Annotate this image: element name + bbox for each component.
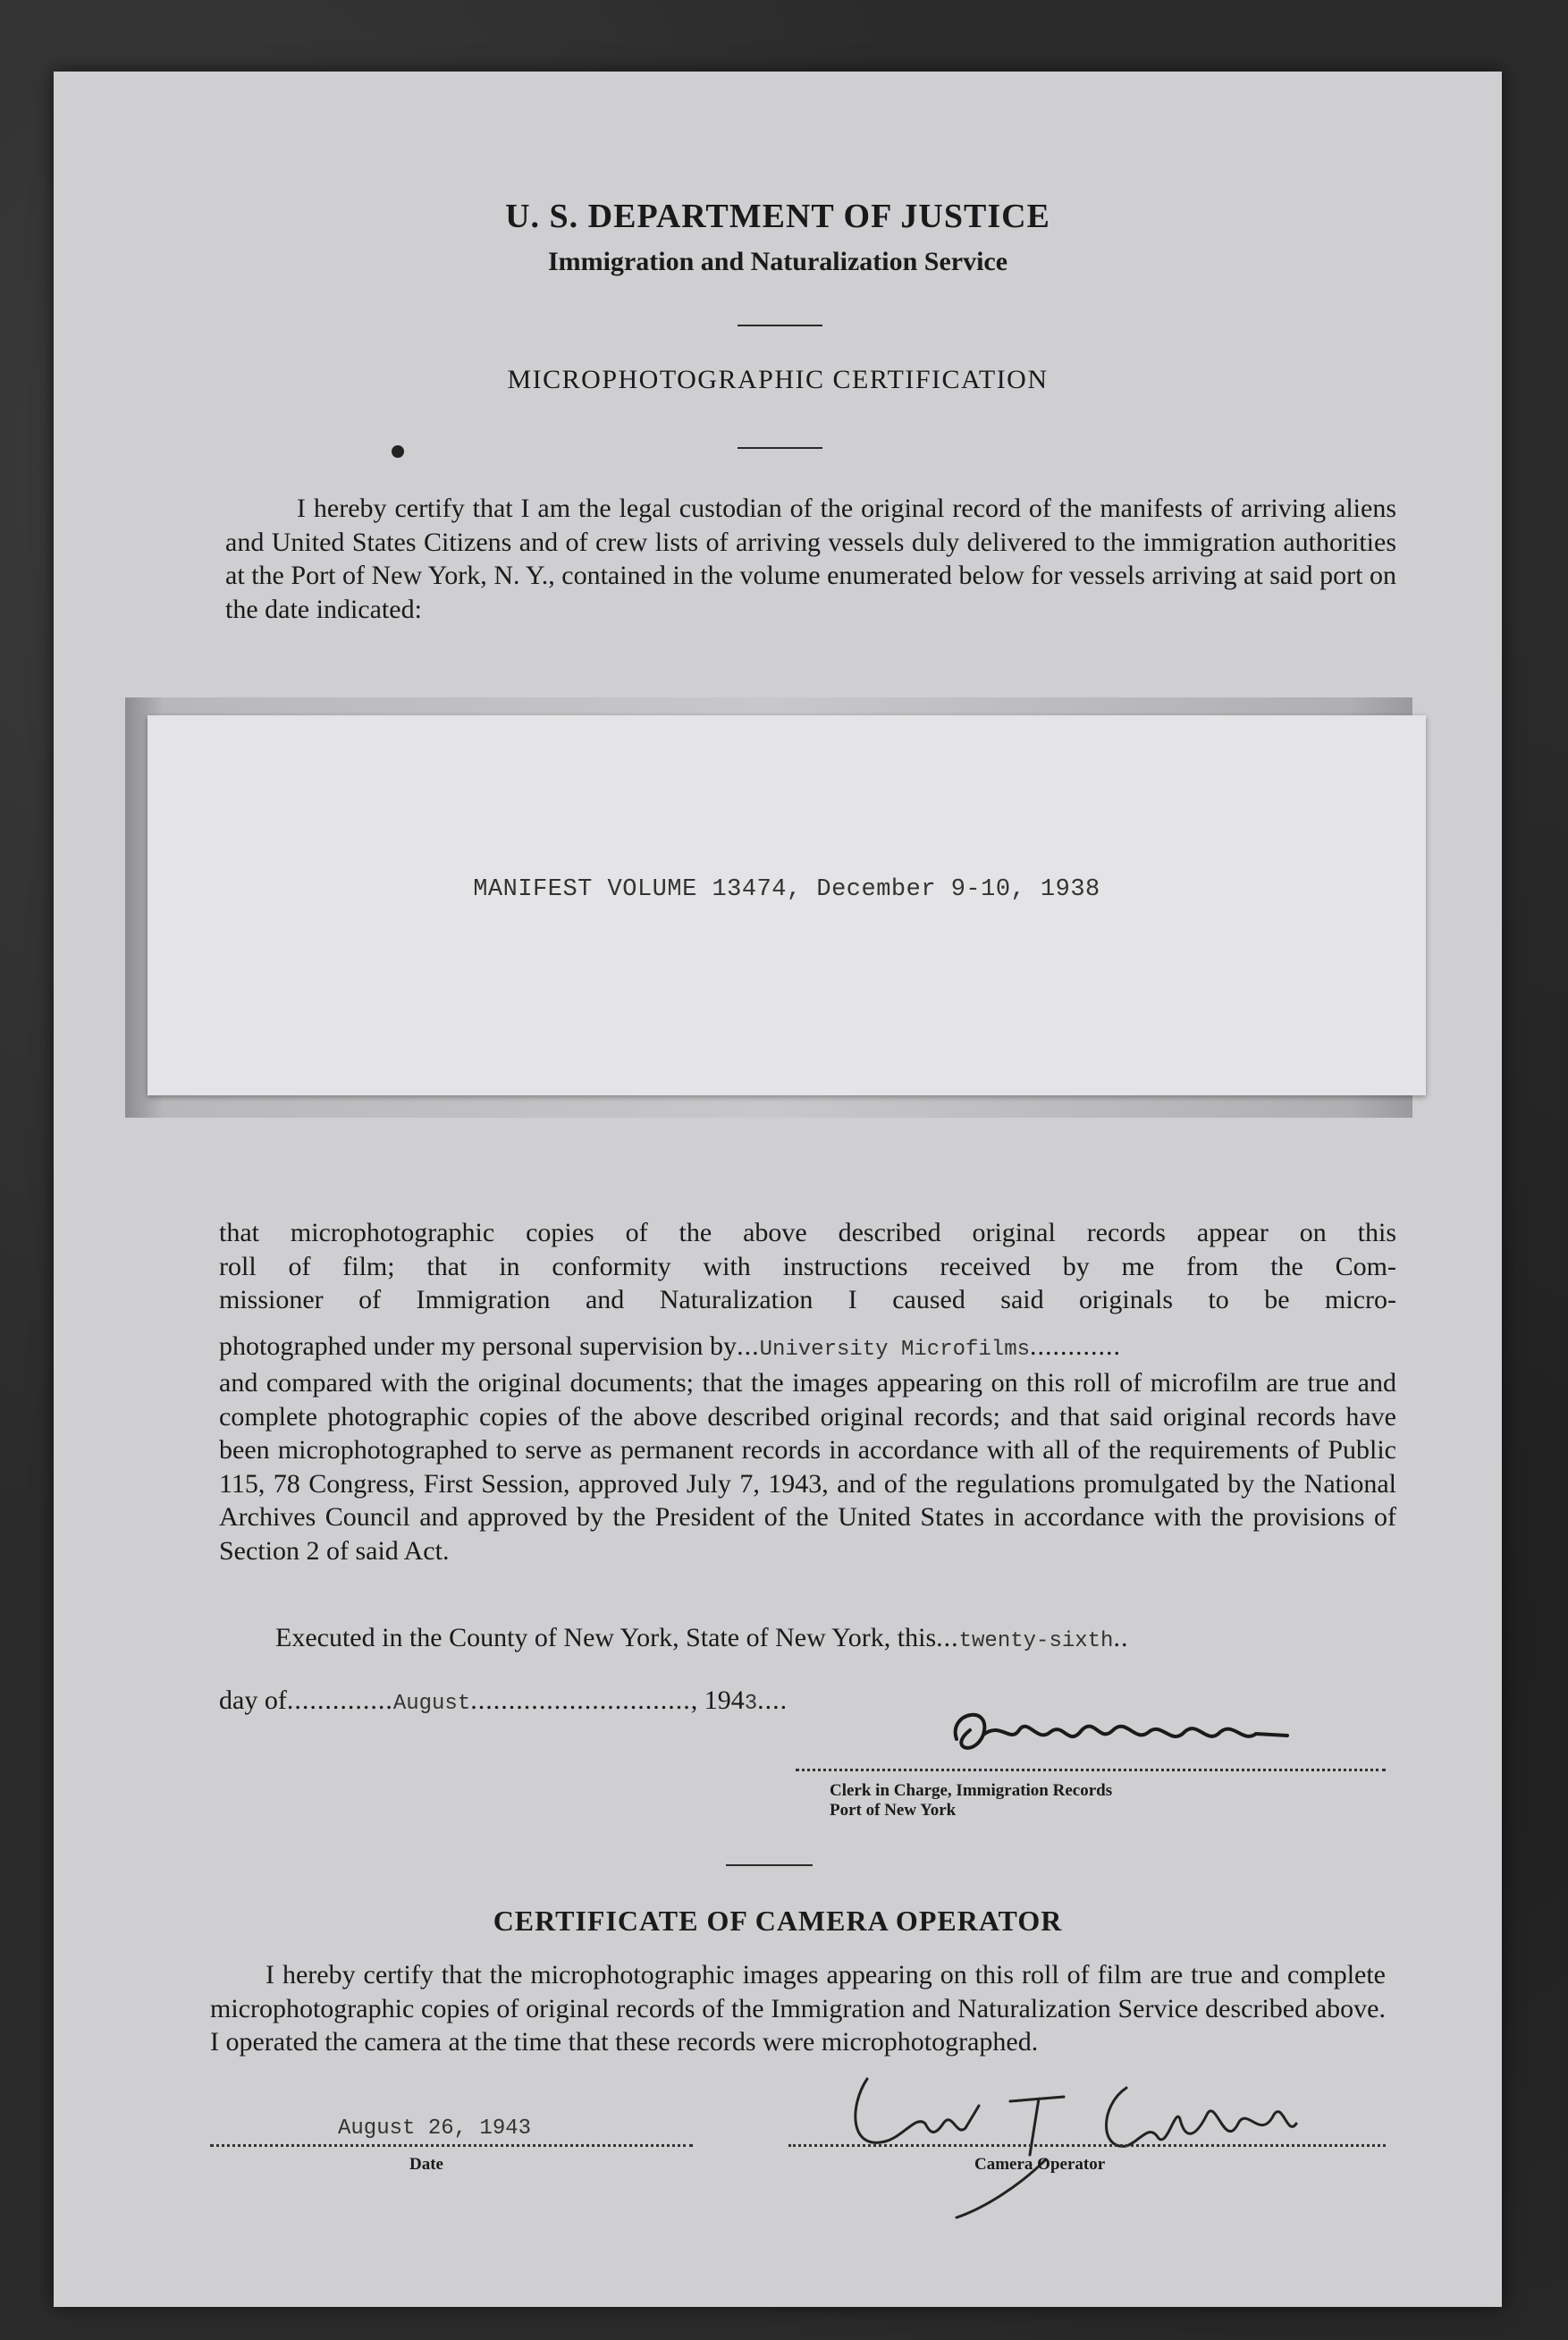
manifest-slip (148, 715, 1426, 1095)
body-line: that microphotographic copies of the above described original records appear on this (219, 1218, 1396, 1247)
body-line: roll of film; that in conformity with instructions received by me from the Com- (219, 1251, 1396, 1281)
body-paragraph (219, 1216, 1396, 1567)
execution-month: August (392, 1692, 471, 1716)
body-rest: and compared with the original documents; that the images appearing on this roll of microfilm are true and complete photographic copies of the above described original records; and that said original records have been microphotographed to serve as permanent records in accordance with all of the requirements of Public 115, 78 Congress, First Session, approved July 7, 1943, and of the regulations promulgated by the National Archives Council and approved by the President of the United States in accordance with the provisions of Section 2 of said Act. (219, 1368, 1396, 1566)
supervisor-name: University Microfilms (759, 1337, 1031, 1362)
divider-rule (738, 325, 822, 326)
certificate-date: August 26, 1943 (338, 2116, 532, 2141)
body-line: missioner of Immigration and Naturalization I caused said originals to be micro- (219, 1285, 1396, 1314)
camera-certificate-text: I hereby certify that the microphotographic images appearing on this roll of film are true and complete microphotographic copies of original records of the Immigration and Naturalization Service described above. I operated the camera at the time that these records were microphotographed. (210, 1960, 1386, 2057)
year-digit: 3 (744, 1692, 758, 1716)
service-subheading: Immigration and Naturalization Service (547, 247, 1008, 276)
manifest-volume-text: MANIFEST VOLUME 13474, December 9-10, 1938 (473, 876, 1100, 903)
divider-rule (726, 1864, 813, 1866)
date-label: Date (409, 2155, 443, 2174)
year-prefix: , 194 (690, 1685, 745, 1715)
day-of-line: day of..............August............................., 1943.... (219, 1685, 788, 1716)
clerk-location: Port of New York (830, 1801, 957, 1820)
camera-certificate-title: CERTIFICATE OF CAMERA OPERATOR (493, 1905, 1063, 1937)
date-line (210, 2144, 693, 2147)
ink-spot (392, 445, 404, 458)
supervision-line: photographed under my personal supervision by...University Microfilms............ (219, 1331, 1122, 1362)
execution-prefix: Executed in the County of New York, State of New York, this (275, 1623, 937, 1652)
clerk-title: Clerk in Charge, Immigration Records (830, 1781, 1113, 1800)
execution-day: twenty-sixth (958, 1629, 1114, 1653)
department-heading: U. S. DEPARTMENT OF JUSTICE (505, 198, 1050, 235)
clerk-signature-icon (921, 1694, 1368, 1775)
day-of-label: day of (219, 1685, 287, 1715)
document-page (54, 72, 1502, 2307)
camera-operator-signature-icon (831, 2052, 1368, 2222)
divider-rule (738, 447, 822, 449)
clerk-signature-line (796, 1769, 1386, 1771)
operator-signature-line (788, 2144, 1386, 2147)
operator-label: Camera Operator (974, 2155, 1106, 2174)
execution-line: Executed in the County of New York, State of New York, this...twenty-sixth.. (275, 1623, 1129, 1653)
intro-paragraph: I hereby certify that I am the legal custodian of the original record of the manifests of arriving aliens and United States Citizens and of crew lists of arriving vessels duly delivered to the immigration authorities at the Port of New York, N. Y., contained in the volume enumerated below for vessels arriving at said port on the date indicated: (225, 494, 1396, 624)
supervision-prefix: photographed under my personal supervision by (219, 1331, 738, 1361)
certification-title: MICROPHOTOGRAPHIC CERTIFICATION (507, 365, 1049, 394)
